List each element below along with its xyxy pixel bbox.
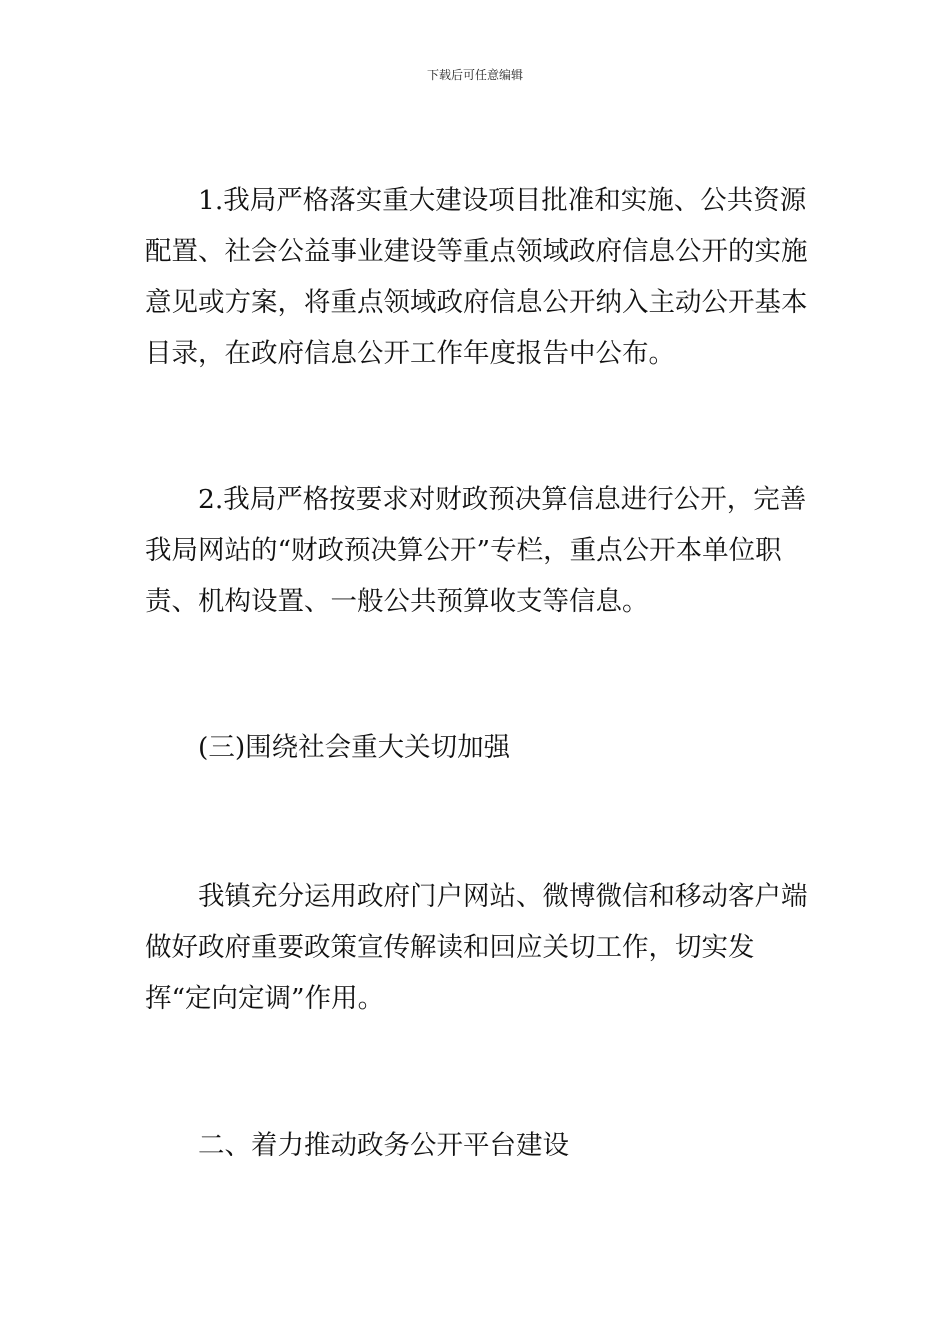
section-heading-2: 二、着力推动政务公开平台建设 [198, 1130, 569, 1161]
section-heading-3: (三)围绕社会重大关切加强 [198, 732, 511, 763]
paragraph-2: 2.我局严格按要求对财政预决算信息进行公开，完善我局网站的“财政预决算公开”专栏，重点公开本单位职责、机构设置、一般公共预算收支等信息。 [145, 484, 807, 617]
paragraph-1: 1.我局严格落实重大建设项目批准和实施、公共资源配置、社会公益事业建设等重点领域政府信息公开的实施意见或方案，将重点领域政府信息公开纳入主动公开基本目录，在政府信息公开工作年度报告中公布。 [145, 185, 808, 369]
paragraph-4: 我镇充分运用政府门户网站、微博微信和移动客户端做好政府重要政策宣传解读和回应关切工作，切实发挥“定向定调”作用。 [145, 881, 808, 1014]
header-note: 下载后可任意编辑 [426, 68, 523, 82]
